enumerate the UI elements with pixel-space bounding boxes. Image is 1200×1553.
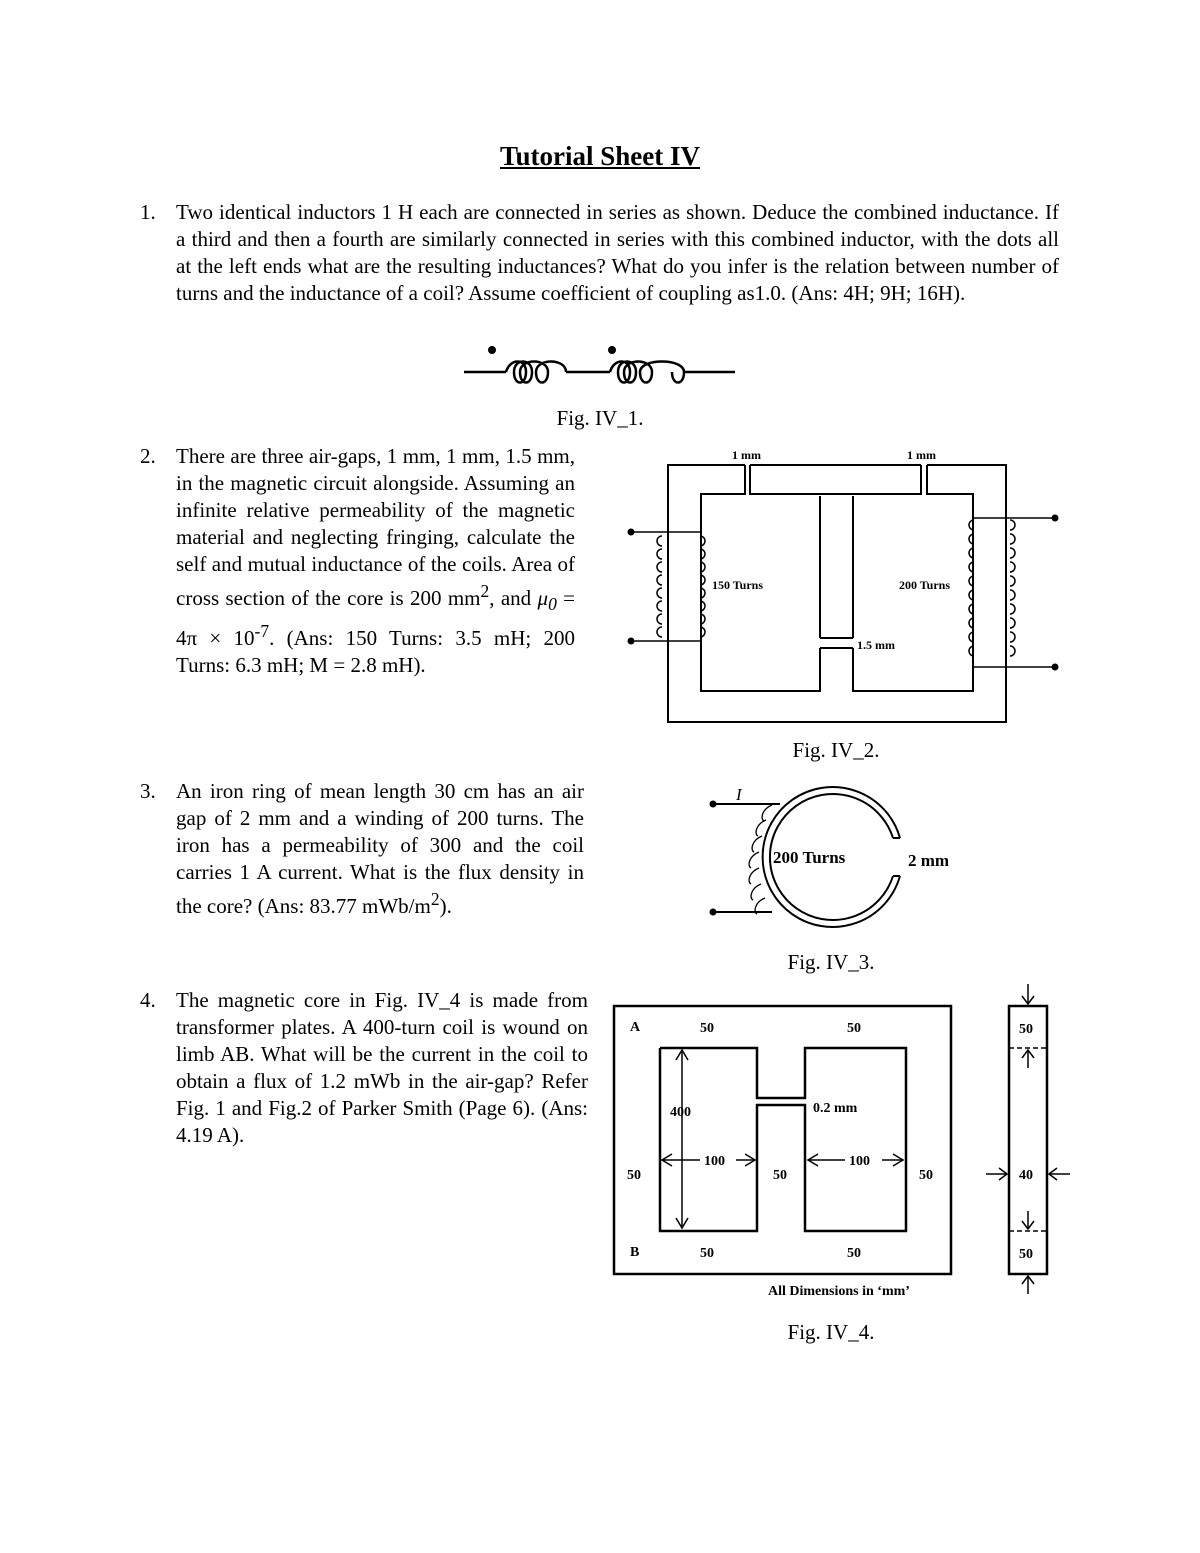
- question-1-number: 1.: [140, 200, 156, 224]
- q2-mu-symbol: μ: [537, 586, 549, 610]
- figure-iv-2-caption: Fig. IV_2.: [792, 738, 880, 762]
- dim-bottom-right: 50: [847, 1246, 861, 1261]
- dim-limb-left: 50: [627, 1168, 641, 1183]
- dim-bottom-left: 50: [700, 1246, 714, 1261]
- page-title: Tutorial Sheet IV: [499, 141, 701, 171]
- dim-top-right: 50: [847, 1021, 861, 1036]
- dim-height: 400: [670, 1105, 691, 1120]
- dim-gap: 0.2 mm: [813, 1101, 858, 1116]
- gap-label: 2 mm: [908, 851, 950, 870]
- dimension-note: All Dimensions in ‘mm’: [768, 1284, 910, 1299]
- q2-text-b: , and: [489, 586, 538, 610]
- figure-iv-4-caption: Fig. IV_4.: [787, 1320, 875, 1344]
- gap-right-label: 1 mm: [907, 448, 936, 462]
- dim-limb-right: 50: [919, 1168, 933, 1183]
- dim-limb-center: 50: [773, 1168, 787, 1183]
- q3-text-b: ).: [439, 894, 452, 918]
- coil-right-label: 200 Turns: [899, 578, 951, 592]
- figure-iv-3-caption: Fig. IV_3.: [787, 950, 875, 974]
- gap-left-label: 1 mm: [732, 448, 761, 462]
- q3-text-a: An iron ring of mean length 30 cm has an air gap of 2 mm and a winding of 200 turns. The iron has a permeability of 300 and the coil carries 1 A current. What is the flux density in the core? (Ans: 83.77 mWb/m: [176, 779, 584, 918]
- dim-top-left: 50: [700, 1021, 714, 1036]
- q2-text-d: . (Ans: 150 Turns: 3.5 mH; 200 Turns: 6.3 mH; M = 2.8 mH).: [176, 626, 575, 678]
- q3-sup: 2: [430, 889, 440, 909]
- turns-label: 200 Turns: [773, 848, 846, 867]
- dim-window-right: 100: [849, 1154, 870, 1169]
- question-3-number: 3.: [140, 779, 156, 803]
- q2-mu-sub: 0: [548, 594, 557, 615]
- corner-label-a: A: [630, 1020, 641, 1035]
- figure-iv-1-caption: Fig. IV_1.: [556, 406, 644, 430]
- q2-text-a: There are three air-gaps, 1 mm, 1 mm, 1.5 mm, in the magnetic circuit alongside. Assuming an infinite relative permeability of the magnetic material and neglecting fringing, calculate the self and mutual inductance of the coils. Area of cross section of the core is 200 mm: [176, 444, 575, 610]
- dim-side-depth: 40: [1019, 1168, 1033, 1183]
- corner-label-b: B: [630, 1245, 640, 1260]
- q2-sup-1: 2: [480, 581, 490, 601]
- question-4-text: The magnetic core in Fig. IV_4 is made from transformer plates. A 400-turn coil is wound on limb AB. What will be the current in the coil to obtain a flux of 1.2 mWb in the air-gap? Refer Fig. 1 and Fig.2 of Parker Smith (Page 6). (Ans: 4.19 A).: [176, 988, 588, 1147]
- dim-side-top: 50: [1019, 1022, 1033, 1037]
- dim-window-left: 100: [704, 1154, 725, 1169]
- question-1-text: Two identical inductors 1 H each are connected in series as shown. Deduce the combined inductance. If a third and then a fourth are similarly connected in series with this combined inductor, with the dots all at the left ends what are the resulting inductances? What do you infer is the relation between number of turns and the inductance of a coil? Assume coefficient of coupling as1.0. (Ans: 4H; 9H; 16H).: [176, 200, 1059, 305]
- question-4-number: 4.: [140, 988, 156, 1012]
- q2-text-c: = 4π × 10: [176, 586, 575, 651]
- gap-center-label: 1.5 mm: [857, 638, 895, 652]
- q2-sup-2: -7: [254, 621, 270, 642]
- dim-side-bottom: 50: [1019, 1247, 1033, 1262]
- coil-left-label: 150 Turns: [712, 578, 764, 592]
- current-label: I: [736, 785, 742, 804]
- question-2-number: 2.: [140, 444, 156, 468]
